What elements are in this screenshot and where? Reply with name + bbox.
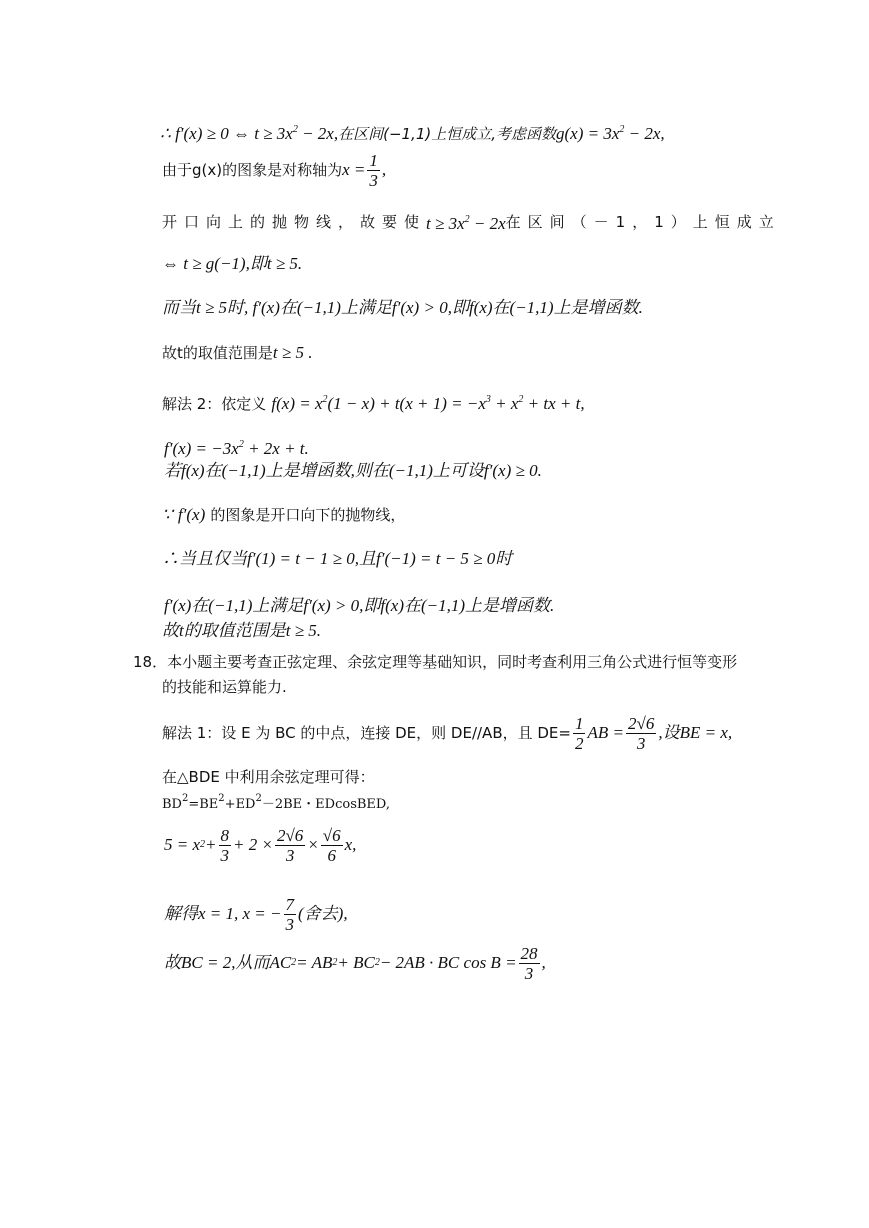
math-text: f(x) = x [271, 394, 323, 413]
exponent: 2 [238, 439, 244, 450]
text: －2BE・EDcosBED, [261, 797, 390, 812]
exponent: 2 [181, 793, 189, 804]
math-text: (1 − x) + t(x + 1) = −x [327, 394, 486, 413]
exponent: 2 [292, 124, 298, 135]
math-text: , [541, 953, 546, 972]
math-text: x = [342, 160, 366, 179]
text: BD [162, 797, 182, 812]
line-7 [162, 390, 585, 414]
numerator: 28 [520, 943, 538, 963]
denominator: 3 [285, 914, 295, 934]
numerator: 8 [220, 825, 230, 845]
exponent: 2 [255, 793, 262, 804]
exponent: 2 [291, 957, 297, 968]
line-18 [162, 789, 390, 815]
because-symbol: ∵ [162, 505, 173, 524]
line-4: ⇔ t ≥ g(−1),即t ≥ 5. [162, 254, 303, 273]
chinese-text: 由于g(x)的图象是对称轴为 [162, 161, 343, 179]
math-text: t ≥ 3x [426, 214, 465, 233]
math-text: , [381, 160, 387, 179]
math-text: − 2x [469, 214, 506, 233]
math-text: (舍去), [298, 904, 348, 923]
line-13: 故t的取值范围是t ≥ 5. [162, 621, 322, 640]
math-text: + 2 × [233, 835, 273, 854]
numerator: 2√6 [276, 825, 304, 845]
numerator: 1 [574, 713, 584, 733]
exponent: 2 [200, 839, 206, 850]
fraction [573, 715, 586, 752]
chinese-text: 的图象是开口向下的抛物线， [210, 506, 406, 524]
fraction [275, 827, 305, 864]
text: +ED [224, 797, 256, 812]
math-text: − 2AB · BC cos B = [379, 953, 517, 972]
line-5: 而当t ≥ 5时, f′(x)在(−1,1)上满足f′(x) > 0,即f(x)在(−1,1)上是增函数. [162, 298, 643, 317]
denominator: 3 [636, 733, 646, 753]
fraction [321, 827, 343, 864]
line-12: f′(x)在(−1,1)上满足f′(x) > 0,即f(x)在(−1,1)上是增函数. [164, 596, 555, 615]
line-11: ∴当且仅当f′(1) = t − 1 ≥ 0,且f′(−1) = t − 5 ≥ 0时 [162, 549, 513, 568]
math-text: 5 = x [164, 835, 201, 854]
fraction [626, 715, 656, 752]
math-text: + BC [337, 953, 375, 972]
denominator: 3 [524, 963, 534, 983]
exponent: 2 [619, 124, 625, 135]
math-text: t ≥ 5 . [272, 343, 313, 362]
fraction [367, 152, 380, 189]
text: =BE [188, 797, 219, 812]
denominator: 3 [220, 845, 230, 865]
math-text: g(x) = 3x [556, 124, 620, 143]
exponent: 2 [218, 793, 225, 804]
line-3 [162, 210, 781, 234]
math-text: f′(x) = −3x [164, 439, 239, 458]
line-20 [164, 890, 348, 938]
math-text: ,设BE = x, [658, 723, 733, 742]
math-text: + [205, 835, 217, 854]
chinese-text: 开口向上的抛物线，故要使 [162, 213, 427, 231]
math-text: + x [490, 394, 519, 413]
numerator: 2√6 [627, 713, 655, 733]
denominator: 2 [574, 733, 584, 753]
line-15: 的技能和运算能力. [162, 678, 287, 696]
numerator: 7 [285, 894, 295, 914]
math-text: − 2x, [624, 124, 665, 143]
line-6 [162, 343, 312, 363]
math-text: + 2x + t. [243, 439, 309, 458]
math-text: f′(x) [177, 505, 206, 524]
line-19 [164, 820, 356, 870]
chinese-text: 在区间(−1,1)上恒成立,考虑函数 [338, 125, 556, 143]
line-17: 在△BDE 中利用余弦定理可得： [162, 768, 375, 786]
math-text: = AB [296, 953, 333, 972]
fraction [519, 945, 540, 982]
line-10 [162, 505, 405, 525]
math-text: + tx + t, [523, 394, 585, 413]
line-8 [164, 435, 309, 459]
math-text: 解得x = 1, x = − [164, 904, 282, 923]
math-text: x, [344, 835, 357, 854]
denominator: 6 [327, 845, 336, 865]
line-1 [160, 120, 665, 144]
chinese-text: 解法 1：设 E 为 BC 的中点，连接 DE，则 DE//AB，且 DE= [162, 724, 571, 742]
numerator: 1 [369, 150, 378, 170]
line-16 [162, 708, 732, 758]
math-text: 故BC = 2,从而AC [164, 953, 292, 972]
chinese-text: 故t的取值范围是 [162, 344, 273, 362]
exponent: 2 [332, 957, 338, 968]
math-text: ∴ f′(x) ≥ 0 ⇔ t ≥ 3x [160, 124, 293, 143]
fraction [219, 827, 232, 864]
fraction [284, 896, 297, 933]
math-text: AB = [587, 723, 624, 742]
exponent: 2 [322, 394, 328, 405]
chinese-text: 解法 2：依定义 [162, 395, 267, 413]
line-21 [164, 938, 546, 988]
exponent: 2 [374, 957, 380, 968]
line-9: 若f(x)在(−1,1)上是增函数,则在(−1,1)上可设f′(x) ≥ 0. [164, 461, 542, 480]
line-2 [162, 150, 386, 190]
exponent: 3 [485, 394, 491, 405]
chinese-text: 在区间（－1，1）上恒成立 [505, 213, 781, 231]
exponent: 2 [518, 394, 524, 405]
line-14: 18．本小题主要考查正弦定理、余弦定理等基础知识，同时考查利用三角公式进行恒等变形 [133, 653, 738, 671]
math-text: × [307, 835, 319, 854]
denominator: 3 [369, 170, 378, 190]
exponent: 2 [464, 214, 470, 225]
math-text: − 2x, [297, 124, 339, 143]
numerator: √6 [322, 825, 341, 845]
denominator: 3 [285, 845, 295, 865]
